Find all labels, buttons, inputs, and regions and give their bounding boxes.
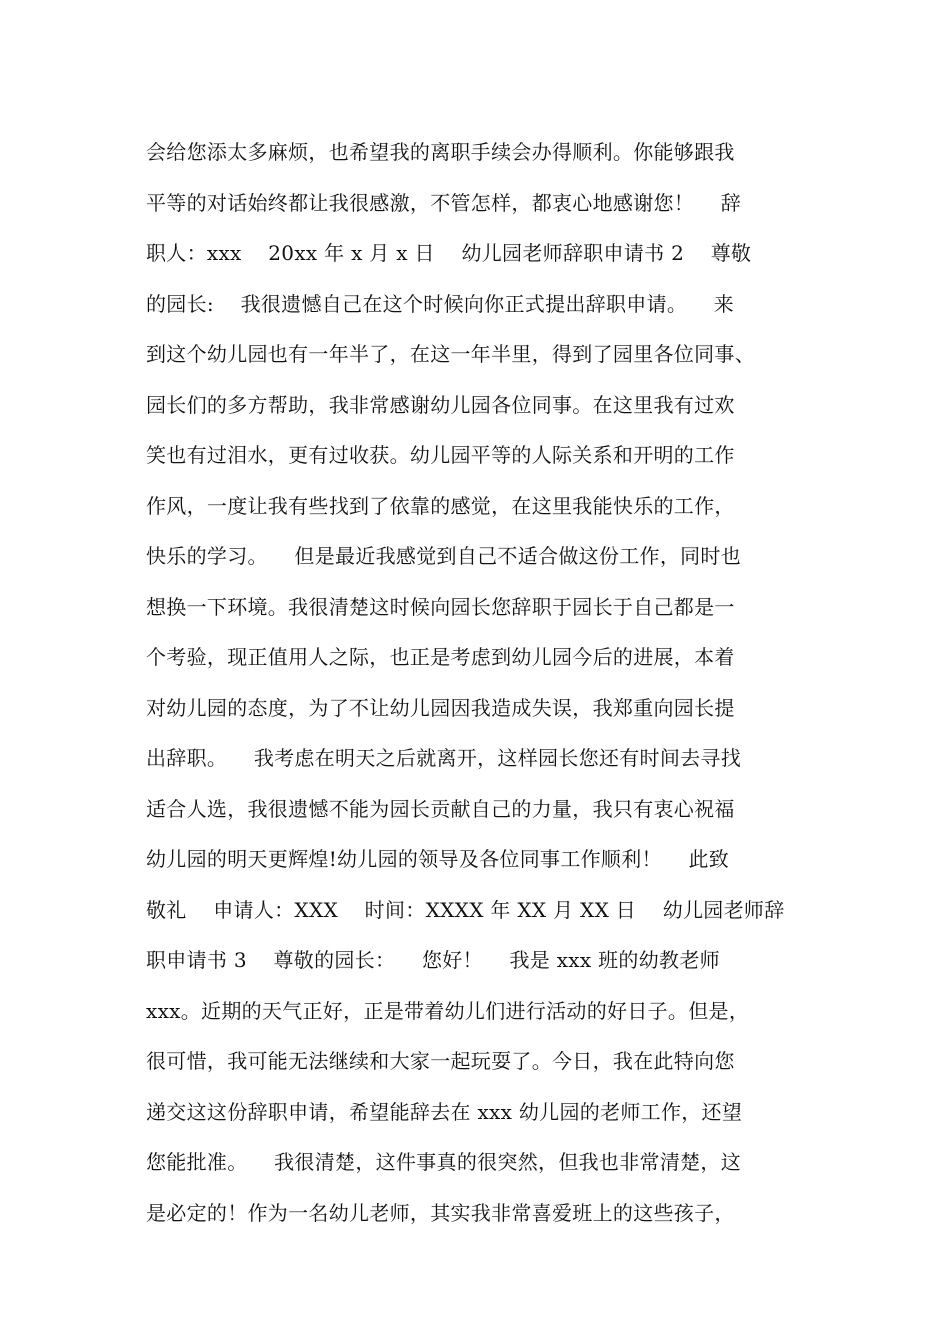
text-line: 作风，一度让我有些找到了依靠的感觉，在这里我能快乐的工作，	[146, 493, 735, 518]
text-line: 是必定的！作为一名幼儿老师，其实我非常喜爱班上的这些孩子，	[146, 1200, 735, 1225]
text-line: xxx。近期的天气正好，正是带着幼儿们进行活动的好日子。但是，	[146, 998, 750, 1023]
body-text	[146, 127, 846, 1238]
text-line: 平等的对话始终都让我很感激，不管怎样，都衷心地感谢您！ 辞	[146, 190, 742, 215]
text-line: 适合人选，我很遗憾不能为园长贡献自己的力量，我只有衷心祝福	[146, 796, 735, 821]
text-line: 园长们的多方帮助，我非常感谢幼儿园各位同事。在这里我有过欢	[146, 392, 735, 417]
text-line: 幼儿园的明天更辉煌!幼儿园的领导及各位同事工作顺利！ 此致	[146, 847, 730, 871]
text-line: 的园长: 我很遗憾自己在这个时候向你正式提出辞职申请。 来	[146, 291, 735, 316]
text-line: 个考验，现正值用人之际，也正是考虑到幼儿园今后的进展，本着	[146, 645, 735, 669]
text-line: 很可惜，我可能无法继续和大家一起玩耍了。今日，我在此特向您	[146, 1049, 735, 1073]
text-line: 会给您添太多麻烦，也希望我的离职手续会办得顺利。你能够跟我	[146, 140, 735, 164]
text-line: 想换一下环境。我很清楚这时候向园长您辞职于园长于自己都是一	[146, 594, 735, 619]
text-line: 您能批准。 我很清楚，这件事真的很突然，但我也非常清楚，这	[146, 1150, 742, 1174]
text-line: 递交这这份辞职申请，希望能辞去在 xxx 幼儿园的老师工作，还望	[146, 1099, 743, 1124]
text-line: 到这个幼儿园也有一年半了，在这一年半里，得到了园里各位同事、	[146, 342, 755, 366]
text-line: 对幼儿园的态度，为了不让幼儿园因我造成失误，我郑重向园长提	[146, 695, 735, 720]
text-line: 敬礼 申请人：XXX 时间：XXXX 年 XX 月 XX 日 幼儿园老师辞	[146, 897, 785, 922]
text-line: 职人：xxx 20xx 年 x 月 x 日 幼儿园老师辞职申请书 2 尊敬	[146, 241, 752, 265]
text-line: 笑也有过泪水，更有过收获。幼儿园平等的人际关系和开明的工作	[146, 443, 735, 467]
text-line: 出辞职。 我考虑在明天之后就离开，这样园长您还有时间去寻找	[146, 746, 742, 770]
text-line: 快乐的学习。 但是最近我感觉到自己不适合做这份工作，同时也	[146, 544, 742, 568]
text-line: 职申请书 3 尊敬的园长： 您好！ 我是 xxx 班的幼教老师	[146, 948, 720, 972]
